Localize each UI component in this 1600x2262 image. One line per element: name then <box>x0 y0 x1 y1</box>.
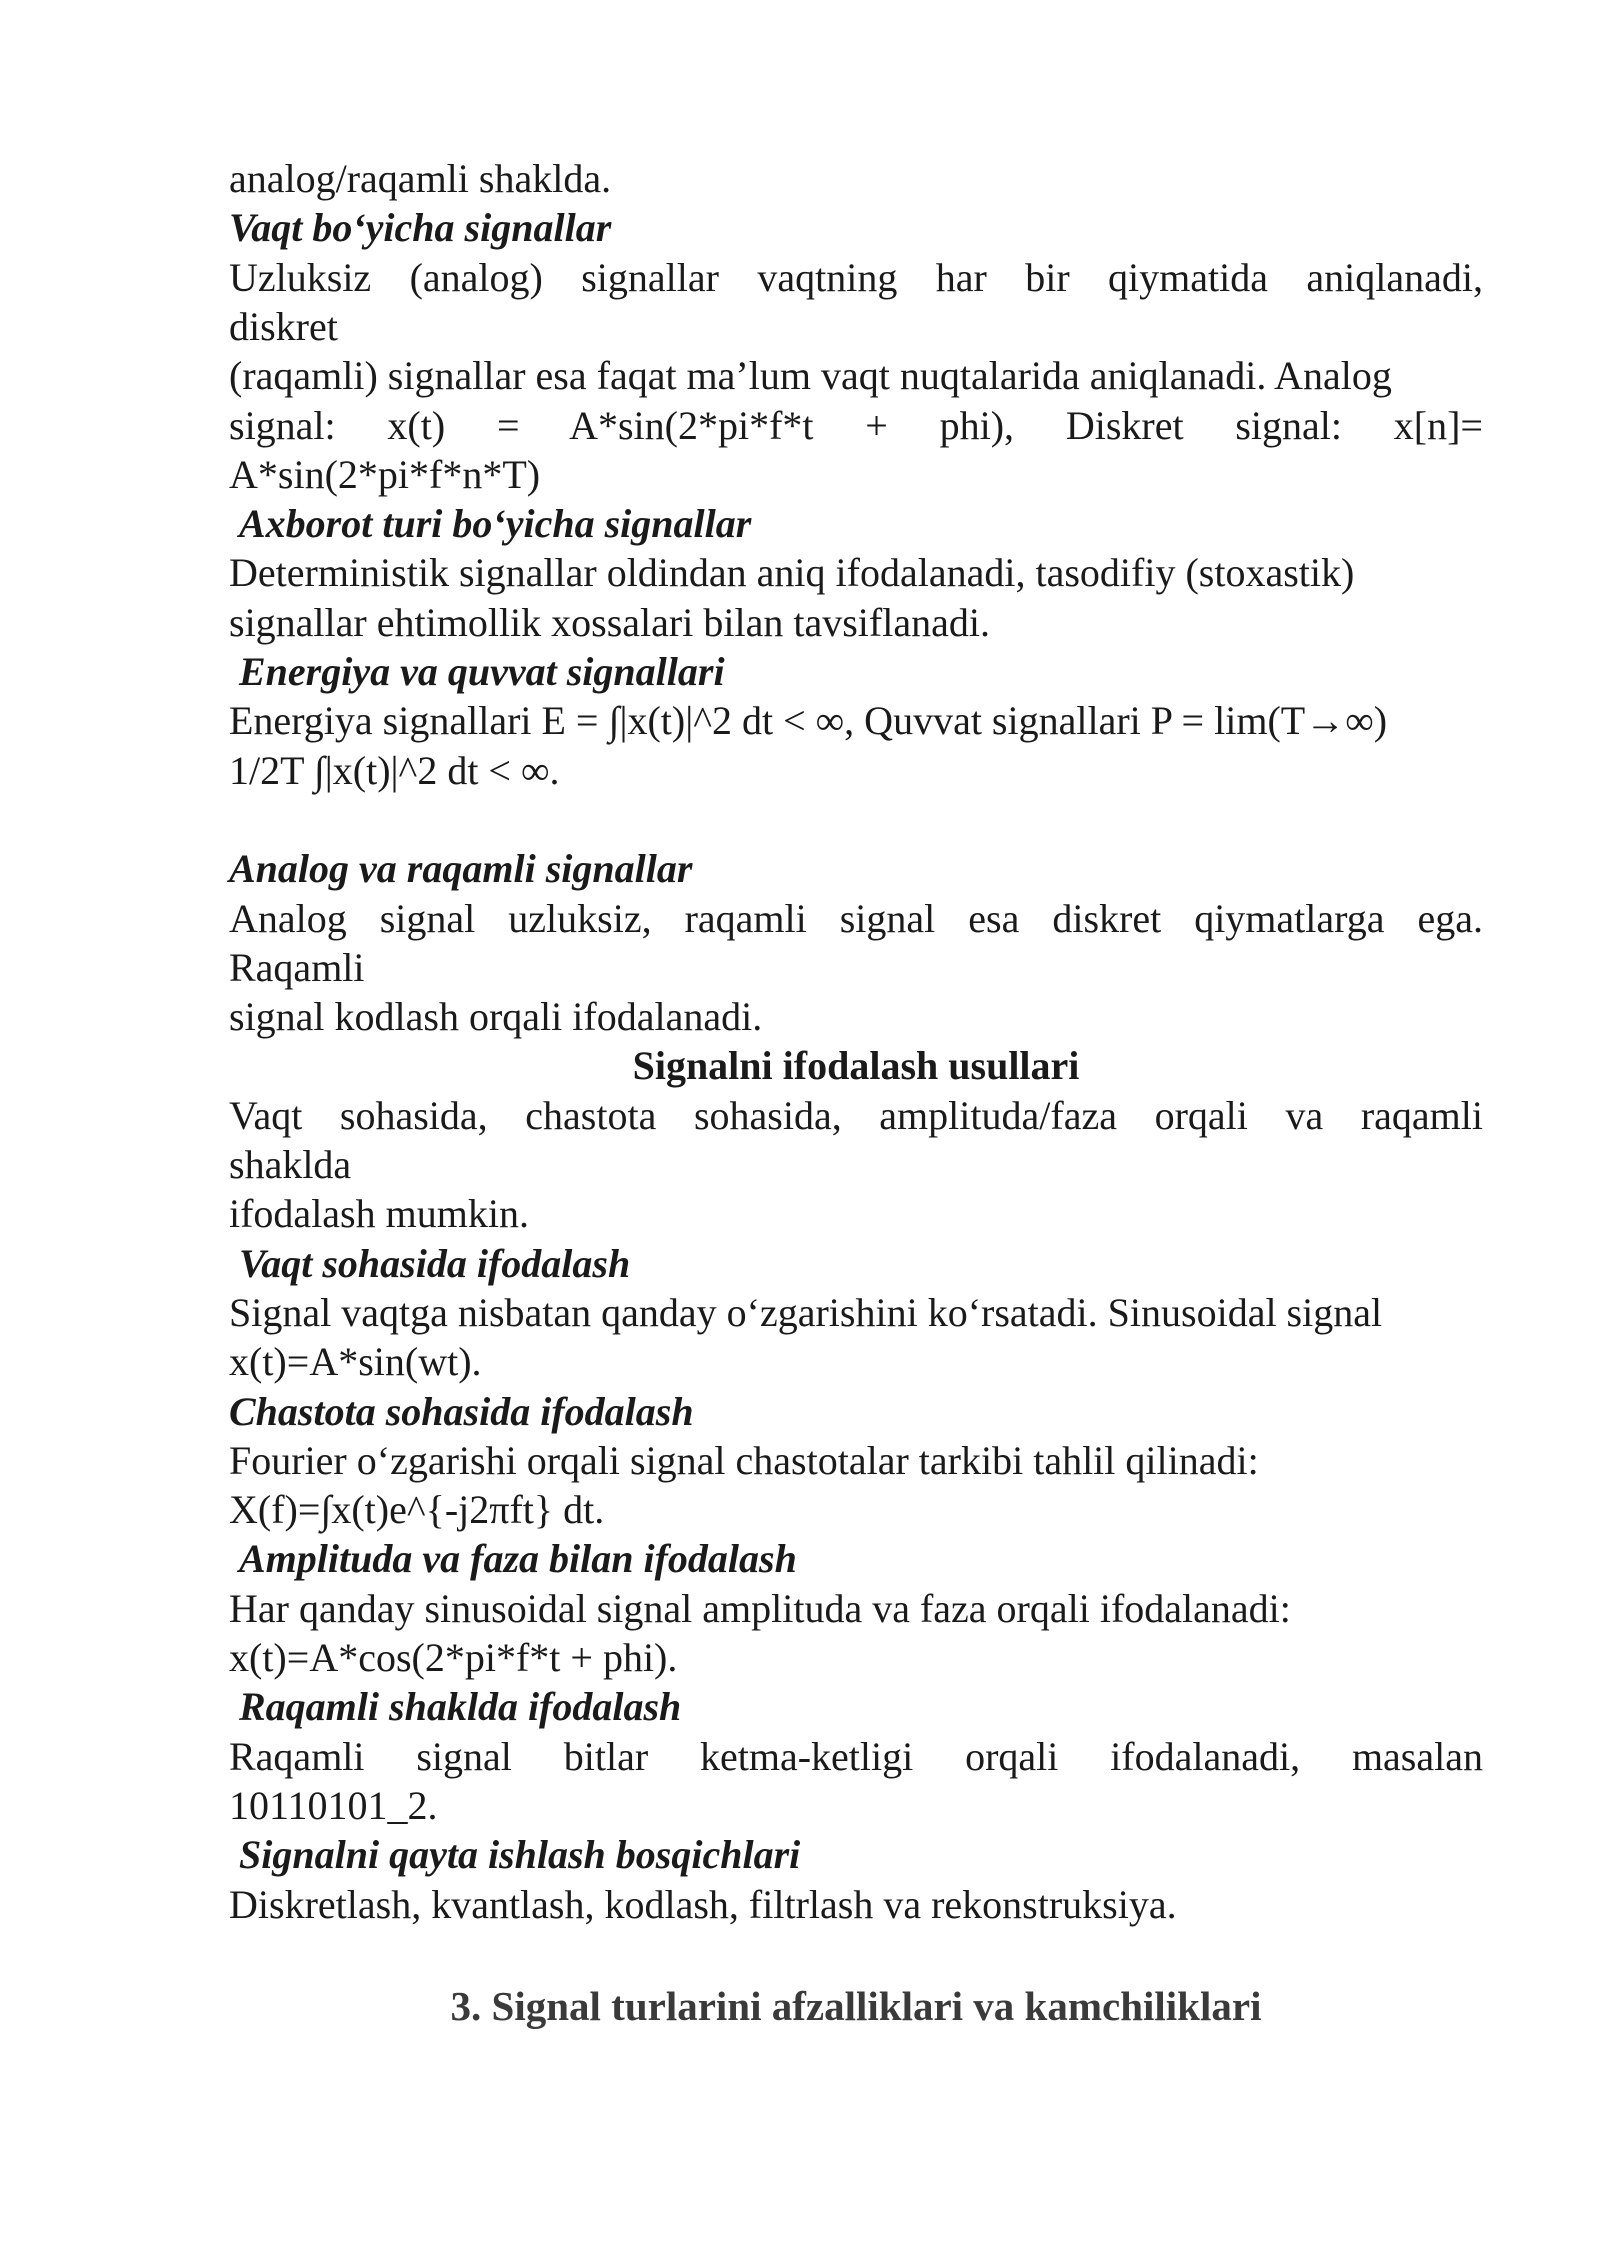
subheading: Amplituda va faza bilan ifodalash <box>239 1536 797 1581</box>
text-line: Vaqt sohasida, chastota sohasida, amplituda/faza orqali va raqamli <box>229 1093 1483 1138</box>
text-line: shaklda <box>229 1142 352 1187</box>
text-line: signallar ehtimollik xossalari bilan tavsiflanadi. <box>229 600 990 645</box>
text-line: x(t)=A*cos(2*pi*f*t + phi). <box>229 1635 678 1680</box>
text-line: Uzluksiz (analog) signallar vaqtning har bir qiymatida aniqlanadi, <box>229 255 1483 300</box>
text-line: 1/2T ∫|x(t)|^2 dt < ∞. <box>229 748 560 793</box>
text-line: Raqamli signal bitlar ketma-ketligi orqali ifodalanadi, masalan <box>229 1734 1483 1779</box>
text-line: Raqamli <box>229 945 365 990</box>
text-line: Analog signal uzluksiz, raqamli signal esa diskret qiymatlarga ega. <box>229 896 1483 941</box>
text-line: x(t)=A*sin(wt). <box>229 1339 482 1384</box>
subheading: Energiya va quvvat signallari <box>239 649 725 694</box>
text-line: Energiya signallari E = ∫|x(t)|^2 dt < ∞, Quvvat signallari P = lim(T→∞) <box>229 698 1388 743</box>
text-line: analog/raqamli shakldа. <box>229 156 612 201</box>
text-line: Diskretlash, kvantlash, kodlash, filtrlash va rekonstruksiya. <box>229 1882 1177 1927</box>
blank-line <box>229 795 1483 845</box>
text-line: Fourier o‘zgarishi orqali signal chastotalar tarkibi tahlil qilinadi: <box>229 1438 1259 1483</box>
subheading: Axborot turi bo‘yicha signallar <box>239 501 752 546</box>
section-title: 3. Signal turlarini afzalliklari va kamchiliklari <box>450 1983 1262 2029</box>
text-line: signal kodlash orqali ifodalanadi. <box>229 994 763 1039</box>
subheading: Signalni qayta ishlash bosqichlari <box>239 1832 801 1877</box>
text-line: X(f)=∫x(t)e^{-j2πft} dt. <box>229 1487 605 1532</box>
text-line: ifodalash mumkin. <box>229 1191 529 1236</box>
subheading: Raqamli shaklda ifodalash <box>239 1684 682 1729</box>
text-line: Deterministik signallar oldindan aniq ifodalanadi, tasodifiy (stoxastik) <box>229 550 1355 595</box>
subheading: Chastota sohasida ifodalash <box>229 1389 694 1434</box>
text-line: (raqamli) signallar esa faqat ma’lum vaqt nuqtalarida aniqlanadi. Analog <box>229 353 1392 398</box>
subheading: Vaqt sohasida ifodalash <box>239 1241 631 1286</box>
text-line: diskret <box>229 304 338 349</box>
text-line: signal: x(t) = A*sin(2*pi*f*t + phi), Diskret signal: x[n]= <box>229 403 1483 448</box>
subheading: Vaqt bo‘yicha signallar <box>229 205 612 250</box>
text-line: A*sin(2*pi*f*n*T) <box>229 452 541 497</box>
text-line: 10110101_2. <box>229 1783 438 1828</box>
text-line: Signal vaqtga nisbatan qanday o‘zgarishini ko‘rsatadi. Sinusoidal signal <box>229 1290 1383 1335</box>
centered-heading: Signalni ifodalash usullari <box>632 1043 1080 1088</box>
subheading: Analog va raqamli signallar <box>229 846 693 891</box>
text-line: Har qanday sinusoidal signal amplituda va faza orqali ifodalanadi: <box>229 1586 1291 1631</box>
